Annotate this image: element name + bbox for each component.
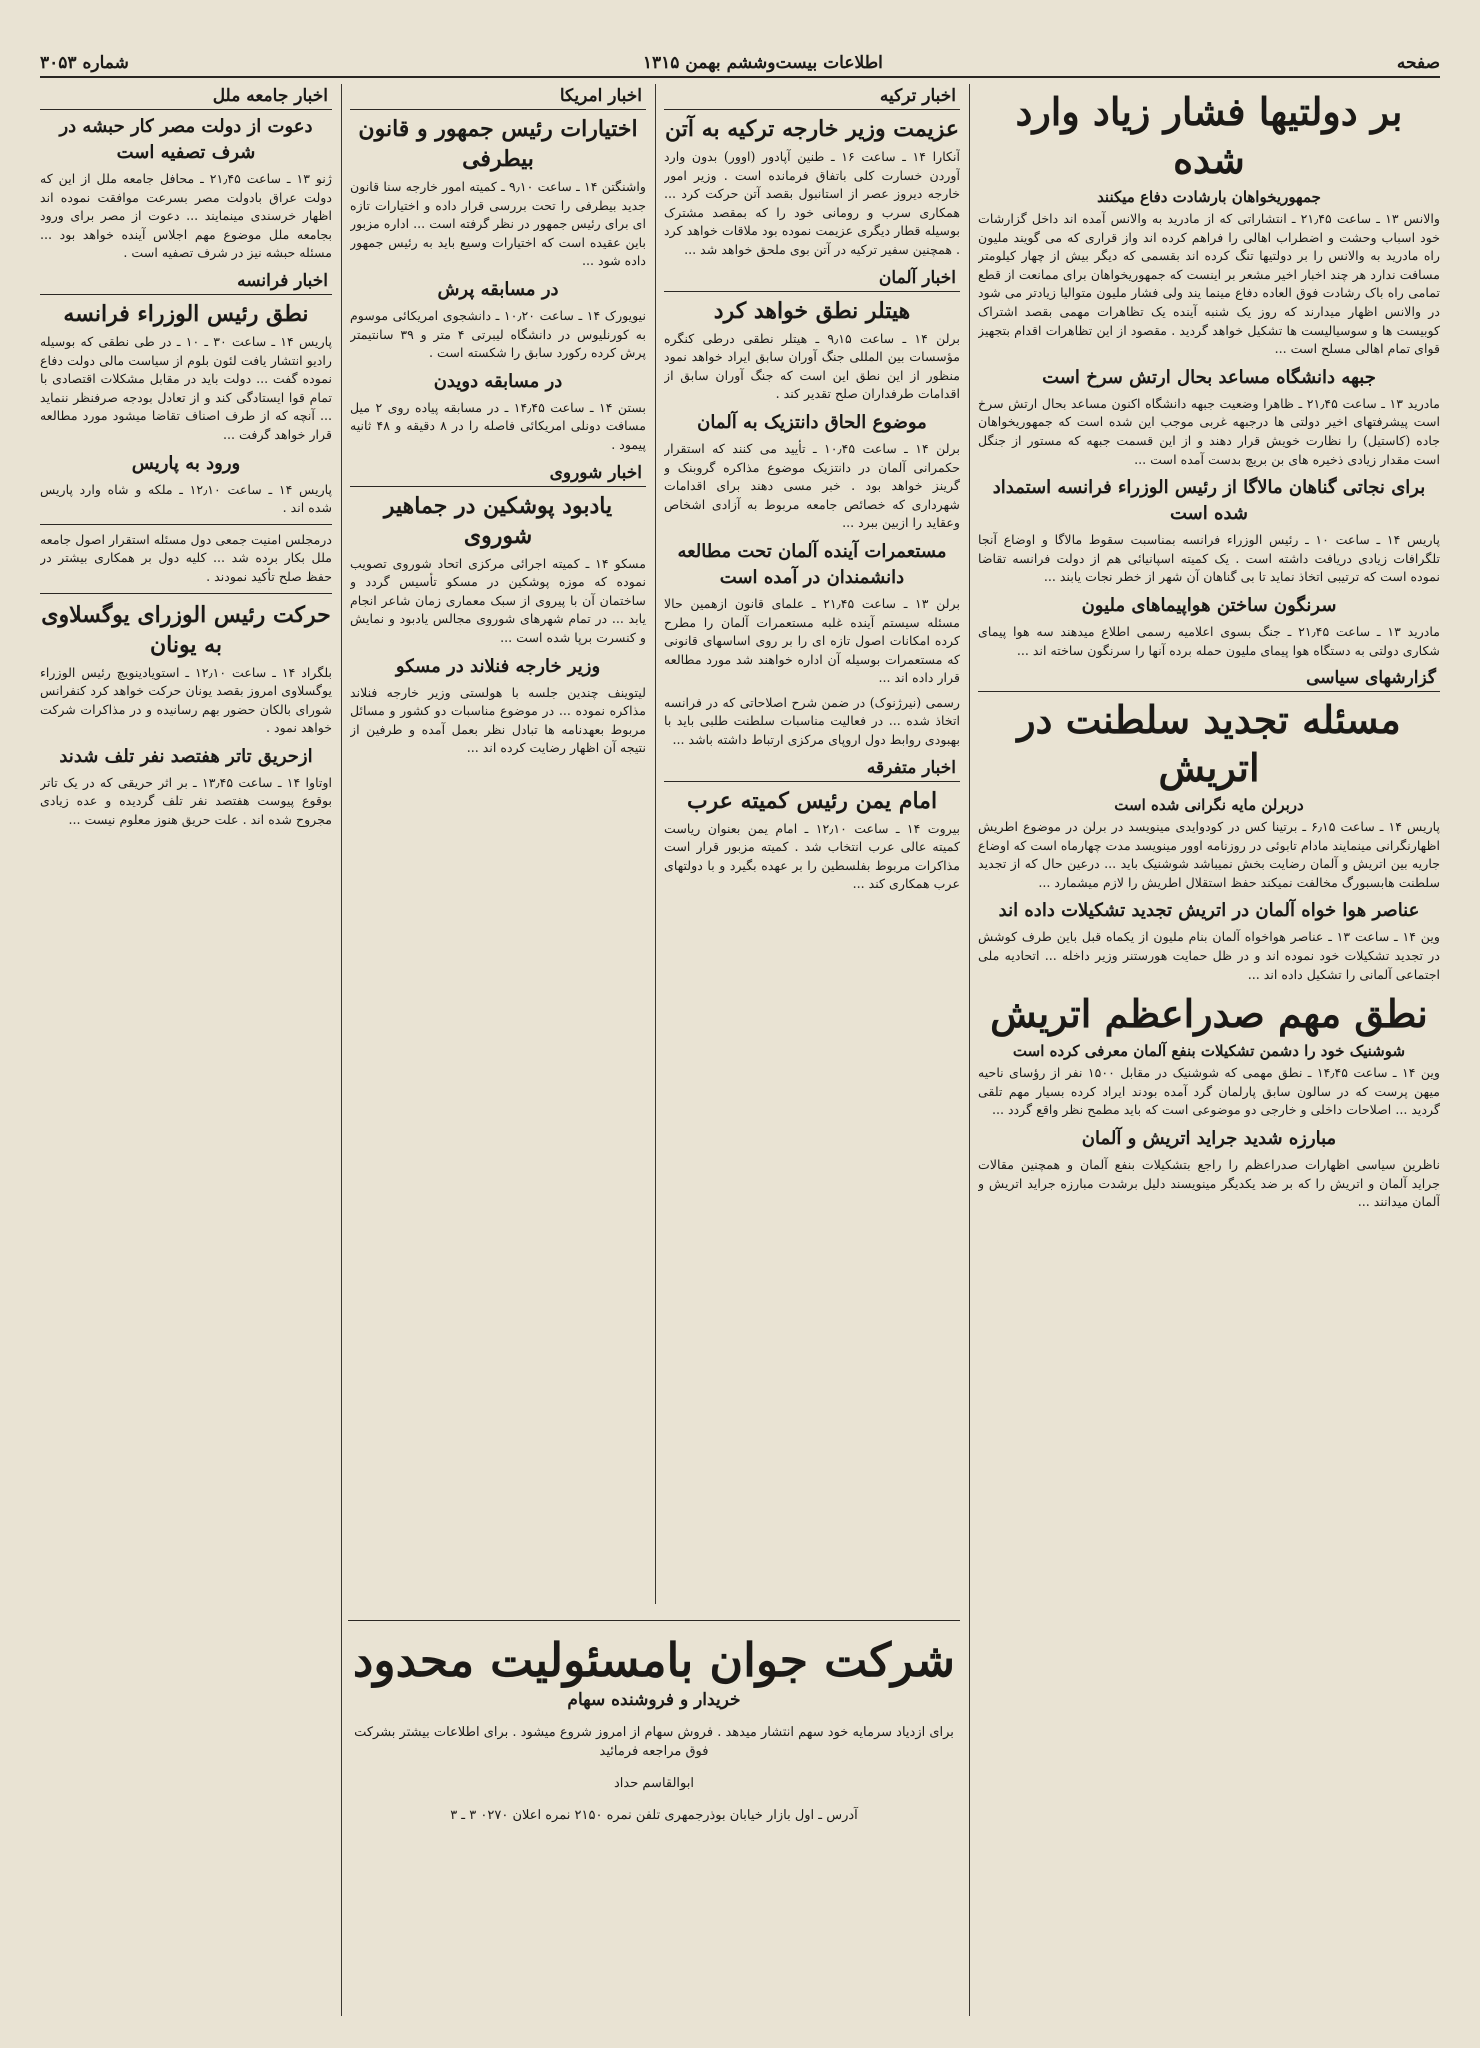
headline-university-front: جبهه دانشگاه مساعد بحال ارتش سرخ است [1042, 366, 1376, 388]
article-president-powers: واشنگتن ۱۴ ـ ساعت ۹٫۱۰ ـ کمیته امور خارجه سنا قانون جدید بیطرفی را تحت بررسی قرار داده و اختیارات تازه ای برای رئیس جمهور در نظر گرفته است ... اداره مزبور باین عقیده است که اختیارات وسیع باید به رئیس جمهور داده شود ... [350, 179, 646, 269]
masthead [40, 50, 1440, 78]
headline-finland-minister: وزیر خارجه فنلاند در مسکو [395, 655, 601, 677]
headline-president-powers: اختیارات رئیس جمهور و قانون بیطرفی [358, 116, 638, 172]
headline-planes-downed: سرنگون ساختن هواپیماهای ملیون [1081, 594, 1337, 616]
headline-running-race: در مسابقه دویدن [433, 370, 563, 392]
article-arrival-paris: پاریس ۱۴ ـ ساعت ۱۲٫۱۰ ـ ملکه و شاه وارد پاریس شده اند . [40, 481, 332, 516]
article-central-europe: رسمی (نیرژنوک) در ضمن شرح اصلاحاتی که در فرانسه اتخاذ شده ... در فعالیت مناسبات سلطنت طلبی باید با بهبودی روابط دول اروپای مرکزی ارتباط داشته باشد ... [664, 694, 960, 748]
subhead-republicans: جمهوریخواهان بارشادت دفاع میکنند [1097, 188, 1321, 206]
page-label: صفحه [1396, 53, 1440, 73]
separator [40, 593, 332, 594]
column-rule [655, 84, 657, 1604]
newspaper-page [40, 50, 1440, 2020]
ad-text: برای ازدیاد سرمایه خود سهم انتشار میدهد . فروش سهام از امروز شروع میشود . برای اطلاعات بیشتر بشرکت فوق مراجعه فرمائید [354, 1725, 954, 1759]
section-league-news: اخبار جامعه ملل [40, 84, 332, 110]
headline-pushkin: یادبود پوشکین در جماهیر شوروی [383, 492, 613, 549]
article-running-race: بستن ۱۴ ـ ساعت ۱۴٫۴۵ ـ در مسابقه پیاده روی ۲ میل مسافت دونلی امریکائی فاصله را در ۸ دقیقه و ۴۸ ثانیه پیمود . [350, 399, 646, 452]
article-france-pm-speech: پاریس ۱۴ ـ ساعت ۳۰ ـ ۱۰ ـ در طی نطقی که بوسیله رادیو انتشار یافت لئون بلوم از سیاست مالی دولت دفاع نموده گفت ... دولت باید در مقابل مشکلات اقتصادی با تمام قوا ایستادگی کند و از تعادل بودجه صرفنظر ننماید ... آنچه که از طرف اصناف تقاضا میشود مورد مطالعه قرار خواهد گرفت ... [40, 333, 332, 442]
column-b [664, 84, 960, 1634]
article-danzig: برلن ۱۴ ـ ساعت ۱۰٫۴۵ ـ تأیید می کنند که استقرار حکمرانی آلمان در دانتزیک موضوع مذاکره گروبنک و گرینز خواهد بود . خبر مسی دهند برای اقدامات شهرداری که خصائص جامعه مربوط به آزادی اشخاص وعقاید را ازبین ببرد ... [664, 440, 960, 531]
article-turkish-minister: آنکارا ۱۴ ـ ساعت ۱۶ ـ طنین آپادور (اوور) بدون وارد آوردن خسارت کلی باتفاق فرمانده است . وزیر امور خارجه دیروز عصر از استانبول بقصد آتن حرکت کرد ... همکاری سرب و رومانی خود را که بمقصد مشترک بوسیله قطار دیگری عزیمت نموده بود ملاقات خواهد کرد . همچنین سفیر ترکیه در آتن بوی ملحق خواهد شد ... [664, 149, 960, 257]
headline-hitler-speech: هیتلر نطق خواهد کرد [713, 297, 911, 324]
headline-yugoslav-pm: حرکت رئیس الوزرای یوگسلاوی به یونان [41, 601, 331, 658]
article-pro-german-elements: وین ۱۴ ـ ساعت ۱۳ ـ عناصر هواخواه آلمان بنام ملیون از یکماه قبل باین طرف کوشش در تجدید تشکیلات خود نموده اند و در ظل حمایت هورستنر وزیر داخله ... اتحادیه ملی اجتماعی آلمانی را تشکیل داده اند ... [978, 929, 1440, 982]
headline-turkish-minister: عزیمت وزیر خارجه ترکیه به آتن [665, 116, 959, 142]
article-university-front: مادرید ۱۳ ـ ساعت ۲۱٫۴۵ ـ ظاهرا وضعیت جبهه دانشگاه اکنون مساعد بحال ارتش سرخ است پیشرفتهای اخیر دولتی ها درجبهه غربی موجب این شده است که جمهوریخواهان جاده (کاستیل) را نظارت خویش قرار دهند و از این قسمت جبهه که مستور از جنگل است مقدار زیادی ذخیره های بن بریچ بدست آمده است ... [978, 395, 1440, 467]
article-austria-monarchy: پاریس ۱۴ ـ ساعت ۶٫۱۵ ـ برتینا کس در کودوایدی مینویسد در برلن در موضوع اطریش اظهارنگرانی مینمایند مادام تابوئی در روزنامه اوور مینویسد مدت چهارماه است که اوضاع جاریه بین اتریش و آلمان رضایت بخش نمیباشد شوشنیک باید ... درعین حال که از تجدید سلطنت هابسبورگ مخالفت نمیکند حفظ استقلال اطریش را لازم میشمارد ... [978, 819, 1440, 890]
headline-arrival-paris: ورود به پاریس [131, 452, 241, 474]
advertisement [348, 1630, 960, 1980]
article-yugoslav-pm: بلگراد ۱۴ ـ ساعت ۱۲٫۱۰ ـ استویادینویچ رئیس الوزراء یوگسلاوی امروز بقصد یونان حرکت خواهد کرد کنفرانس شورای بالکان حضور بهم رسانیده و در مذاکرات شرکت خواهد نمود . [40, 664, 332, 736]
headline-nationalist-pressure: بر دولتیها فشار زیاد وارد شده [1015, 89, 1403, 182]
section-political-reports: گزارشهای سیاسی [978, 666, 1440, 692]
article-planes-downed: مادرید ۱۳ ـ ساعت ۲۱٫۴۵ ـ جنگ بسوی اعلامیه رسمی اطلاع میدهند سه هوا پیمای شکاری دولتی به دستگاه هوا پیمای ملیون حمله برده آنها را سرنگون ساخته اند ... [978, 623, 1440, 658]
column-rule [969, 84, 971, 2016]
headline-egypt-invitation: دعوت از دولت مصر کار حبشه در شرف تصفیه است [59, 116, 313, 163]
article-valencia: والانس ۱۳ ـ ساعت ۲۱٫۴۵ ـ انتشاراتی که از مادرید به والانس آمده اند داخل گزارشات خود اسباب وحشت و اضطراب اهالی را فراهم کرده اند واز قراری که می گویند ملیون راه مادرید به والانس را بر دولتیها تنگ کرده اند بقسمی که دیگر بیش از چهار کیلومتر مسافت ندارد هر چند اخبار اخیر مشعر بر اینست که جمهوریخواهان برای ممانعت از قطع تمامی راه باک رشادت فوق العاده دفاع مینما یند ولی فشار ملیون متوالیا زیادتر می شود در والانس اظهار میدارند که روز یک شنبه آینده یک تظاهرات مهمی بقصد اشتراک کوبیست ها و سوسیالیست ها تشکیل خواهد گردید . مقصود از این تظاهرات اقدام بتجهیز قوای تمام اهالی مسلح است ... [978, 211, 1440, 357]
headline-jump-contest: در مسابقه پرش [437, 278, 559, 300]
issue-date: اطلاعات بیست‌وششم بهمن ۱۳۱۵ [642, 53, 883, 73]
subhead-schuschnigg: شوشنیک خود را دشمن تشکیلات بنفع آلمان معرفی کرده است [1012, 1042, 1406, 1061]
article-chancellor-speech: وین ۱۴ ـ ساعت ۱۴٫۴۵ ـ نطق مهمی که شوشنیک در مقابل ۱۵۰۰ نفر از رؤسای ناحیه میهن پرست که در سالون سابق پارلمان گرد آمده بودند ایراد کرده بسیار مهم تلقی گردید ... اصلاحات داخلی و خارجی دو موضوعی است که باید مطمح نظر واقع گردد ... [978, 1065, 1440, 1118]
section-turkey-news: اخبار ترکیه [664, 84, 960, 110]
article-hitler-speech: برلن ۱۴ ـ ساعت ۹٫۱۵ ـ هیتلر نطقی درطی کنگره مؤسسات بین المللی جنگ آوران سابق ایراد خواهد نمود منظور از این نطق این است که جنگ آوران سابق از اقدامات طرفداران صلح تقدیر کند . [664, 330, 960, 402]
headline-malaga: برای نجاتی گناهان مالاگا از رئیس الوزراء فرانسه استمداد شده است [992, 477, 1426, 525]
article-jump-contest: نیویورک ۱۴ ـ ساعت ۱۰٫۲۰ ـ دانشجوی امریکائی موسوم به کورنلیوس در دانشگاه لیبرتی ۴ متر و ۳۹ سانتیمتر پرش کرده رکورد سابق را شکسته است . [350, 307, 646, 361]
section-germany-news: اخبار آلمان [664, 266, 960, 292]
ad-address: آدرس ـ اول بازار خیابان بوذرجمهری تلفن نمره ۲۱۵۰ نمره اعلان ۰۲۷۰ ۳ ـ ۳ [450, 1808, 858, 1823]
section-france-news: اخبار فرانسه [40, 269, 332, 295]
article-collective-security: درمجلس امنیت جمعی دول مسئله استقرار اصول جامعه ملل بکار برده شد ... کلیه دول بر همکاری بیشتر در حفظ صلح تأکید نمودند . [40, 531, 332, 584]
column-c [350, 84, 646, 1494]
section-america-news: اخبار امریکا [350, 84, 646, 110]
ad-top-rule [348, 1620, 960, 1621]
article-finland-minister: لیتوینف چندین جلسه با هولستی وزیر خارجه فنلاند مذاکره نموده ... در موضوع مناسبات دو کشور و مسائل مربوط بعهدنامه ها تبادل نظر بعمل آمده و طرفین از نتیجه آن اظهار رضایت کرده اند ... [350, 684, 646, 756]
column-a [978, 84, 1440, 2016]
section-soviet-news: اخبار شوروی [350, 461, 646, 487]
headline-theatre-fire: ازحریق تاتر هفتصد نفر تلف شدند [59, 745, 313, 767]
article-pushkin: مسکو ۱۴ ـ کمیته اجرائی مرکزی اتحاد شوروی تصویب نموده که موزه پوشکین در مسکو تأسیس گردد و ساختمان آن با پیروی از سبک معماری زمان شاعر انجام یابد ... در تمام شهرهای شوروی مجالس یادبود و نمایش و کنسرت برپا شده است ... [350, 555, 646, 645]
headline-chancellor-speech: نطق مهم صدراعظم اتریش [990, 991, 1428, 1037]
column-rule [341, 84, 343, 2016]
headline-austria-monarchy: مسئله تجدید سلطنت در اتریش [1017, 697, 1401, 791]
subhead-berlin-concern: دربرلن مایه نگرانی شده است [1114, 796, 1304, 815]
ad-subtitle: خریدار و فروشنده سهام [567, 1690, 741, 1710]
headline-pro-german-elements: عناصر هوا خواه آلمان در اتریش تجدید تشکیلات داده اند [998, 900, 1420, 922]
headline-danzig: موضوع الحاق دانتزیک به آلمان [697, 411, 927, 433]
headline-press-struggle: مبارزه شدید جراید اتریش و آلمان [1081, 1128, 1337, 1150]
ad-advertiser: ابوالقاسم حداد [614, 1776, 694, 1791]
article-egypt-invitation: ژنو ۱۳ ـ ساعت ۲۱٫۴۵ ـ محافل جامعه ملل از این که دولت عراق بادولت مصر بسرعت موافقت نموده اند اظهار خرسندی مینمایند ... دعوت از مصر برای ورود بجامعه ملل موضوع مهم اجلاس آینده خواهد بود ... مسئله حبشه نیز در شرف تصفیه است . [40, 171, 332, 261]
article-malaga: پاریس ۱۴ ـ ساعت ۱۰ ـ رئیس الوزراء فرانسه بمناسبت سقوط مالاگا و اوضاع آنجا تلگرافات زیادی دریافت داشته است . یک کمیته اسپانیائی هم از دولت فرانسه تقاضا نموده است که ترتیبی اتخاذ نماید تا بی گناهان آن شهر از خطر نجات یابند ... [978, 532, 1440, 585]
headline-imam-yemen: امام یمن رئیس کمیته عرب [686, 787, 938, 814]
section-misc-news: اخبار متفرقه [664, 756, 960, 782]
separator [40, 524, 332, 525]
article-press-struggle: ناظرین سیاسی اظهارات صدراعظم را راجع بتشکیلات بنفع آلمان و همچنین مقالات جراید آلمان و اتریش را که بر ضد یکدیگر مینویسند دلیل برشدت مبارزه جراید اتریش و آلمان میدانند ... [978, 1157, 1440, 1210]
ad-title: شرکت جوان بامسئولیت محدود [352, 1633, 956, 1687]
headline-german-colonies: مستعمرات آینده آلمان تحت مطالعه دانشمندان در آمده است [677, 540, 947, 588]
issue-number: شماره ۳۰۵۳ [40, 53, 129, 73]
article-german-colonies: برلن ۱۳ ـ ساعت ۲۱٫۴۵ ـ علمای قانون ازهمین حالا مسئله سیستم آینده غلبه مستعمرات آلمان را مطرح کرده امکانات اصول تازه ای را بر روی اساسهای قانونی که مستعمرات بوسیله آن اداره خواهند شد مورد مطالعه قرار داده اند ... [664, 595, 960, 686]
column-d [40, 84, 332, 2016]
article-imam-yemen: بیروت ۱۴ ـ ساعت ۱۲٫۱۰ ـ امام یمن بعنوان ریاست کمیته عالی عرب انتخاب شد . کمیته مزبور قرار است مذاکرات مربوط بفلسطین را بر عهده بگیرد و با دولتهای عرب همکاری کند ... [664, 820, 960, 892]
article-theatre-fire: اوتاوا ۱۴ ـ ساعت ۱۳٫۴۵ ـ بر اثر حریقی که در یک تاتر بوقوع پیوست هفتصد نفر تلف گردیده و عده زیادی مجروح شده اند . علت حریق هنوز معلوم نیست ... [40, 774, 332, 828]
headline-france-pm-speech: نطق رئیس الوزراء فرانسه [63, 300, 309, 327]
